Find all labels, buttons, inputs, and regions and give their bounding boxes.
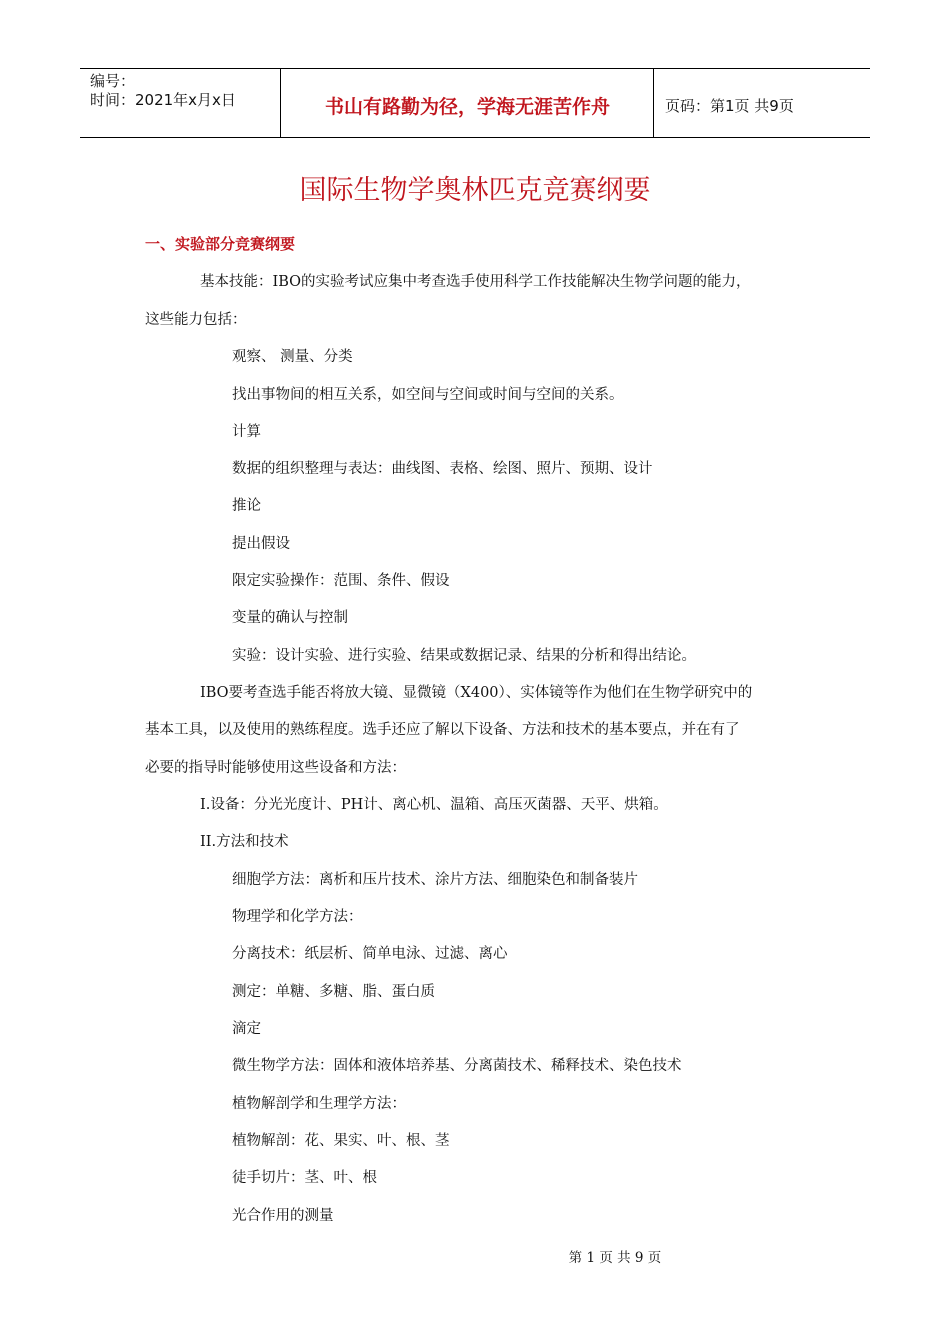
body-line: 观察、 测量、分类	[232, 349, 353, 365]
body-line: 实验：设计实验、进行实验、结果或数据记录、结果的分析和得出结论。	[232, 648, 696, 664]
number-label: 编号：	[90, 72, 136, 90]
body-line: I.设备：分光光度计、PH计、离心机、温箱、高压灭菌器、天平、烘箱。	[200, 797, 668, 813]
body-line: 基本工具，以及使用的熟练程度。选手还应了解以下设备、方法和技术的基本要点，并在有了	[145, 722, 740, 738]
time-label: 时间：2021年x月x日	[90, 91, 236, 109]
body-line: 这些能力包括：	[145, 312, 247, 328]
section-heading: 一、实验部分竞赛纲要	[145, 235, 296, 253]
body-line: 测定：单糖、多糖、脂、蛋白质	[232, 984, 435, 1000]
body-line: 必要的指导时能够使用这些设备和方法：	[145, 760, 406, 776]
body-line: 滴定	[232, 1021, 261, 1037]
header-table	[80, 68, 870, 138]
body-line: 变量的确认与控制	[232, 610, 348, 626]
body-line: 光合作用的测量	[232, 1208, 334, 1224]
body-line: 植物解剖：花、果实、叶、根、茎	[232, 1133, 450, 1149]
page-info-text: 页码：第1页 共9页	[665, 96, 794, 115]
body-line: 提出假设	[232, 536, 290, 552]
body-line: 微生物学方法：固体和液体培养基、分离菌技术、稀释技术、染色技术	[232, 1058, 682, 1074]
body-line: 物理学和化学方法：	[232, 909, 363, 925]
motto-text: 书山有路勤为径，学海无涯苦作舟	[324, 95, 610, 118]
body-line: 细胞学方法：离析和压片技术、涂片方法、细胞染色和制备装片	[232, 872, 638, 888]
motto-cell	[282, 69, 654, 137]
page-footer: 第 1 页 共 9 页	[568, 1250, 662, 1266]
document-title: 国际生物学奥林匹克竞赛纲要	[299, 175, 651, 206]
body-line: 推论	[232, 498, 261, 514]
body-line: 数据的组织整理与表达：曲线图、表格、绘图、照片、预期、设计	[232, 461, 653, 477]
body-line: 限定实验操作：范围、条件、假设	[232, 573, 450, 589]
page-info-cell	[655, 69, 870, 137]
header-meta-cell	[80, 69, 281, 137]
body-line: 植物解剖学和生理学方法：	[232, 1096, 406, 1112]
body-line: IBO要考查选手能否将放大镜、显微镜（X400）、实体镜等作为他们在生物学研究中的	[200, 685, 753, 701]
body-line: II.方法和技术	[200, 834, 289, 850]
body-line: 徒手切片：茎、叶、根	[232, 1170, 377, 1186]
body-line: 找出事物间的相互关系，如空间与空间或时间与空间的关系。	[232, 387, 624, 403]
body-line: 计算	[232, 424, 261, 440]
body-line: 分离技术：纸层析、简单电泳、过滤、离心	[232, 946, 508, 962]
body-line: 基本技能：IBO的实验考试应集中考查选手使用科学工作技能解决生物学问题的能力，	[200, 274, 751, 290]
